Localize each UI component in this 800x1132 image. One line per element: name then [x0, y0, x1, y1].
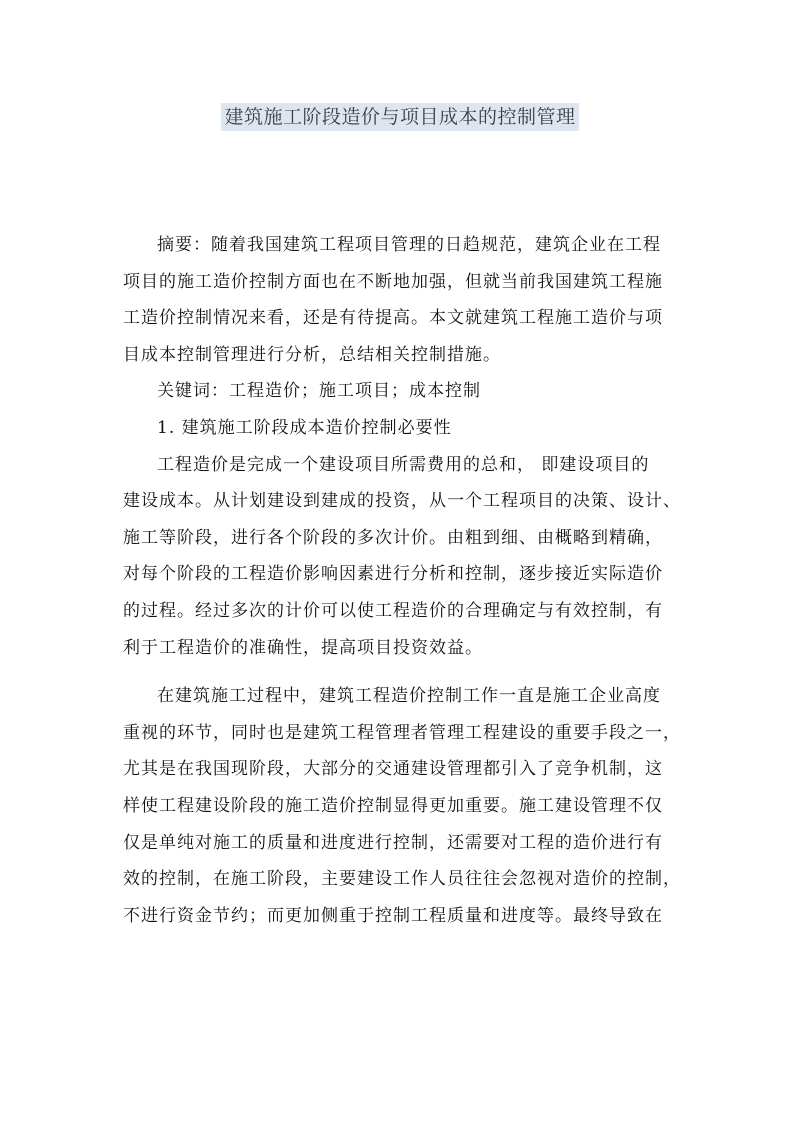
paragraph-line: 仅是单纯对施工的质量和进度进行控制，还需要对工程的造价进行有: [123, 832, 663, 853]
paragraph-line: 尤其是在我国现阶段，大部分的交通建设管理都引入了竞争机制，这: [123, 759, 663, 780]
paragraph-line: 效的控制，在施工阶段，主要建设工作人员往往会忽视对造价的控制，: [123, 869, 681, 890]
abstract-line: 目成本控制管理进行分析，总结相关控制措施。: [123, 344, 501, 365]
paragraph-line: 施工等阶段，进行各个阶段的多次计价。由粗到细、由概略到精确，: [123, 527, 663, 548]
paragraph-line: 工程造价是完成一个建设项目所需费用的总和， 即建设项目的: [157, 454, 650, 475]
abstract-line: 工造价控制情况来看，还是有待提高。本文就建筑工程施工造价与项: [123, 308, 663, 329]
keywords-line: 关键词：工程造价；施工项目；成本控制: [157, 381, 481, 402]
paragraph-line: 利于工程造价的准确性，提高项目投资效益。: [123, 637, 483, 658]
paragraph-line: 样使工程建设阶段的施工造价控制显得更加重要。施工建设管理不仅: [123, 795, 663, 816]
paragraph-line: 重视的环节，同时也是建筑工程管理者管理工程建设的重要手段之一，: [123, 722, 681, 743]
paragraph-line: 的过程。经过多次的计价可以使工程造价的合理确定与有效控制，有: [123, 600, 663, 621]
section-heading: 1. 建筑施工阶段成本造价控制必要性: [157, 417, 452, 438]
abstract-paragraph: [123, 227, 683, 373]
paragraph-line: 建设成本。从计划建设到建成的投资，从一个工程项目的决策、设计、: [123, 491, 681, 512]
paragraph-line: 对每个阶段的工程造价影响因素进行分析和控制，逐步接近实际造价: [123, 564, 663, 585]
body-paragraph-2: [123, 678, 683, 934]
document-title: 建筑施工阶段造价与项目成本的控制管理: [221, 103, 578, 131]
paragraph-line: 在建筑施工过程中，建筑工程造价控制工作一直是施工企业高度: [157, 686, 661, 707]
document-body: [123, 227, 683, 934]
paragraph-line: 不进行资金节约；而更加侧重于控制工程质量和进度等。最终导致在: [123, 905, 663, 926]
title-block: [0, 103, 800, 131]
abstract-line: 项目的施工造价控制方面也在不断地加强，但就当前我国建筑工程施: [123, 271, 663, 292]
abstract-line: 摘要：随着我国建筑工程项目管理的日趋规范，建筑企业在工程: [157, 235, 661, 255]
body-paragraph-1: [123, 447, 683, 667]
